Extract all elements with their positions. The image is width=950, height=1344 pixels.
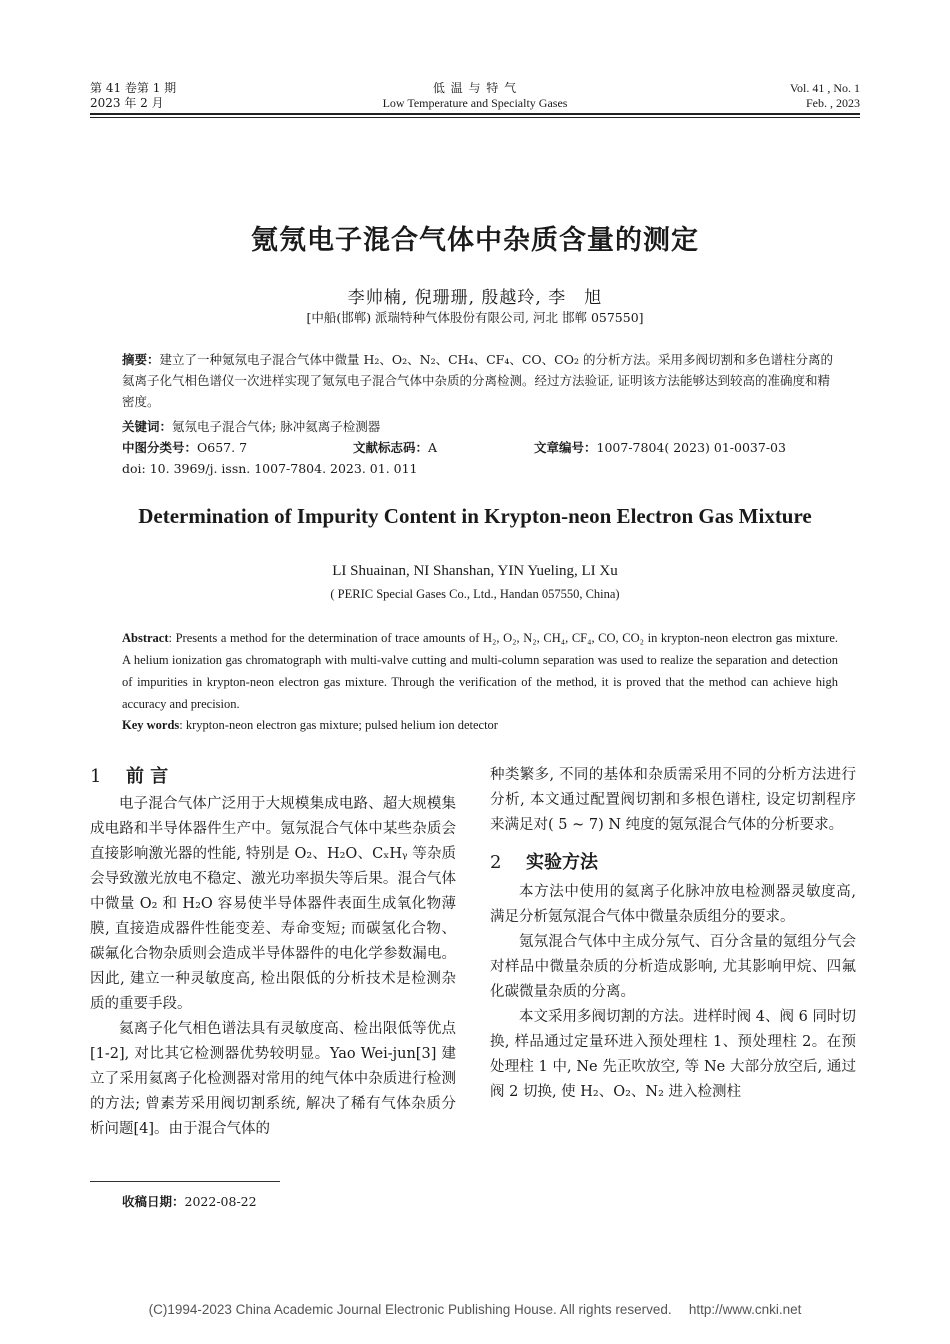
paper-title-cn: 氪氖电子混合气体中杂质含量的测定 [251,225,699,256]
footnote-rule [90,1181,280,1182]
article-number [534,437,786,458]
received-date-value: 2022-08-22 [184,1194,257,1209]
affiliation-en: ( PERIC Special Gases Co., Ltd., Handan 057550, China) [330,587,620,601]
art-label: 文章编号： [534,440,597,455]
keywords-en [122,714,838,736]
section-2-paragraph: 本文采用多阀切割的方法。进样时阀 4、阀 6 同时切换, 样品通过定量环进入预处理柱 1、预处理柱 2。在预处理柱 1 中, Ne 先正吹放空, 等 Ne 大部分放空后, 通过阀 2 切换, 使 H₂、O₂、N₂ 进入检测柱 [490,1009,856,1100]
header-rule [90,113,860,115]
keywords-cn-text: 氪氖电子混合气体; 脉冲氦离子检测器 [172,419,381,434]
abstract-en-text: : Presents a method for the determination of trace amounts of H₂, O₂, N₂, CH₄, CF₄, CO, CO₂ in krypton-neon electron gas mixture. A helium ionization gas chromatograph with multi-valve cutting and multi-column separation was used to realize the separation and detection of impurities in krypton-neon electron gas mixture. Through the verification of the method, it is proved that the method can achieve high accuracy and precision. [122,631,838,711]
header-rule-thin [90,117,860,118]
received-date [122,1194,257,1210]
issue-volume-en: Vol. 41 , No. 1 [789,81,860,95]
art-value: 1007-7804( 2023) 01-0037-03 [596,440,786,455]
journal-name-en: Low Temperature and Specialty Gases [382,96,568,110]
right-column [490,763,856,1105]
classification-line [122,437,838,458]
document-code [353,437,437,458]
section-2-title: 实验方法 [526,852,598,873]
keywords-cn-label: 关键词： [122,419,173,434]
cnki-watermark: (C)1994-2023 China Academic Journal Electronic Publishing House. All rights reserved. http://www.cnki.net [148,1302,802,1317]
doc-label: 文献标志码： [353,440,429,455]
keywords-en-label: Key words [122,718,180,732]
authors-en: LI Shuainan, NI Shanshan, YIN Yueling, LI Xu [332,563,618,579]
authors-cn: 李帅楠, 倪珊珊, 殷越玲, 李 旭 [347,288,603,308]
received-date-label: 收稿日期： [122,1194,185,1209]
journal-issue-en [790,81,860,111]
affiliation-cn: [中船(邯郸) 派瑞特种气体股份有限公司, 河北 邯郸 057550] [306,310,644,325]
section-2-paragraph: 本方法中使用的氦离子化脉冲放电检测器灵敏度高, 满足分析氪氖混合气体中微量杂质组分的要求。 [490,884,856,925]
abstract-cn-label: 摘要： [122,352,160,367]
keywords-cn [122,416,838,437]
abstract-cn [122,349,838,412]
doi: doi: 10. 3969/j. issn. 1007-7804. 2023. 01. 011 [122,461,418,476]
paper-title-en: Determination of Impurity Content in Krypton-neon Electron Gas Mixture [138,504,812,528]
doc-value: A [428,440,438,455]
clc-value: O657. 7 [197,440,248,455]
journal-name-cn: 低 温 与 特 气 [432,81,518,95]
abstract-cn-text: 建立了一种氪氖电子混合气体中微量 H₂、O₂、N₂、CH₄、CF₄、CO、CO₂ 的分析方法。采用多阀切割和多色谱柱分离的氦离子化气相色谱仪一次进样实现了氪氖电子混合气体中杂质的分离检测。经过方法验证, 证明该方法能够达到较高的准确度和精密度。 [122,352,833,409]
abstract-en-label: Abstract [122,631,169,645]
section-2-heading [490,850,856,876]
issue-volume: 第 41 卷第 1 期 [90,81,177,95]
left-column [90,764,456,1142]
section-2-number: 2 [490,852,502,873]
section-1-heading [90,764,456,790]
issue-date-en: Feb. , 2023 [806,96,860,110]
clc-number [122,437,247,458]
keywords-en-text: : krypton-neon electron gas mixture; pulsed helium ion detector [179,718,498,732]
section-1-number: 1 [90,766,102,787]
continued-paragraph: 种类繁多, 不同的基体和杂质需采用不同的分析方法进行分析, 本文通过配置阀切割和多根色谱柱, 设定切割程序来满足对( 5 ~ 7) N 纯度的氪氖混合气体的分析要求。 [490,767,856,833]
issue-date: 2023 年 2 月 [90,96,164,110]
section-1-paragraph: 电子混合气体广泛用于大规模集成电路、超大规模集成电路和半导体器件生产中。氪氖混合气体中某些杂质会直接影响激光器的性能, 特别是 O₂、H₂O、CₓHᵧ 等杂质会导致激光放电不稳定、激光功率损失等后果。混合气体中微量 O₂ 和 H₂O 容易使半导体器件表面生成氧化物薄膜, 直接造成器件性能变差、寿命变短; 而碳氢化合物、碳氟化合物杂质则会造成半导体器件的电化学参数漏电。因此, 建立一种灵敏度高, 检出限低的分析技术是检测杂质的重要手段。 [90,796,456,1012]
section-1-title: 前 言 [126,766,169,787]
abstract-en [122,627,838,715]
section-1-paragraph: 氦离子化气相色谱法具有灵敏度高、检出限低等优点[1-2], 对比其它检测器优势较明显。Yao Wei-jun[3] 建立了采用氦离子化检测器对常用的纯气体中杂质进行检测的方法; 曾素芳采用阀切割系统, 解决了稀有气体杂质分析问题[4]。由于混合气体的 [90,1021,456,1137]
clc-label: 中图分类号： [122,440,198,455]
section-2-paragraph: 氪氖混合气体中主成分氖气、百分含量的氪组分气会对样品中微量杂质的分析造成影响, 尤其影响甲烷、四氟化碳微量杂质的分离。 [490,934,856,1000]
